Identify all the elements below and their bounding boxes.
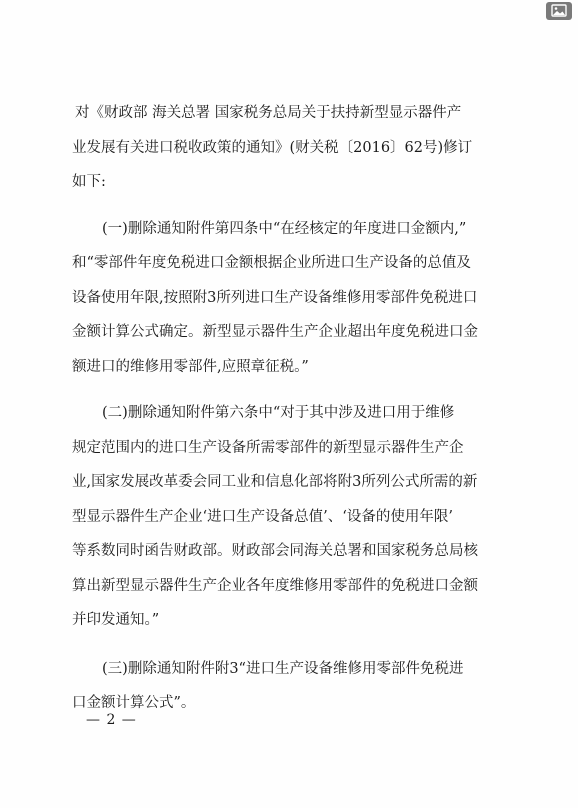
item-3-line: 口金额计算公式”。 <box>72 695 196 711</box>
image-icon[interactable] <box>546 2 572 20</box>
item-3-line: (三)删除通知附件附3“进口生产设备维修用零部件免税进 <box>102 660 464 677</box>
page-number: — 2 — <box>86 712 137 728</box>
intro-line: 对《财政部 海关总署 国家税务总局关于扶持新型显示器件产 <box>75 105 462 121</box>
item-1-line: 金额计算公式确定。新型显示器件生产企业超出年度免税进口金 <box>72 324 478 340</box>
item-1-line: (一)删除通知附件第四条中“在经核定的年度进口金额内,” <box>102 220 467 237</box>
item-1-line: 设备使用年限,按照附3所列进口生产设备维修用零部件免税进口 <box>72 289 478 306</box>
item-2-line: 型显示器件生产企业‘进口生产设备总值’、‘设备的使用年限’ <box>72 508 453 525</box>
item-2-paragraph <box>72 396 518 638</box>
intro-line: 如下: <box>72 174 106 190</box>
document-body <box>72 96 518 721</box>
item-1-line: 额进口的维修用零部件,应照章征税。” <box>72 358 309 375</box>
item-2-line: 规定范围内的进口生产设备所需零部件的新型显示器件生产企 <box>72 439 464 456</box>
item-2-line: 业,国家发展改革委会同工业和信息化部将附3所列公式所需的新 <box>72 474 478 490</box>
item-2-line: 并印发通知。” <box>72 612 160 628</box>
item-2-line: 算出新型显示器件生产企业各年度维修用零部件的免税进口金额 <box>72 577 478 594</box>
item-1-paragraph <box>72 212 518 385</box>
item-2-line: 等系数同时函告财政部。财政部会同海关总署和国家税务总局核 <box>72 543 478 559</box>
intro-paragraph <box>72 96 518 200</box>
item-3-paragraph <box>72 652 518 721</box>
item-2-line: (二)删除通知附件第六条中“对于其中涉及进口用于维修 <box>102 405 455 421</box>
intro-line: 业发展有关进口税收政策的通知》(财关税〔2016〕62号)修订 <box>72 139 473 156</box>
item-1-line: 和“零部件年度免税进口金额根据企业所进口生产设备的总值及 <box>72 255 471 271</box>
